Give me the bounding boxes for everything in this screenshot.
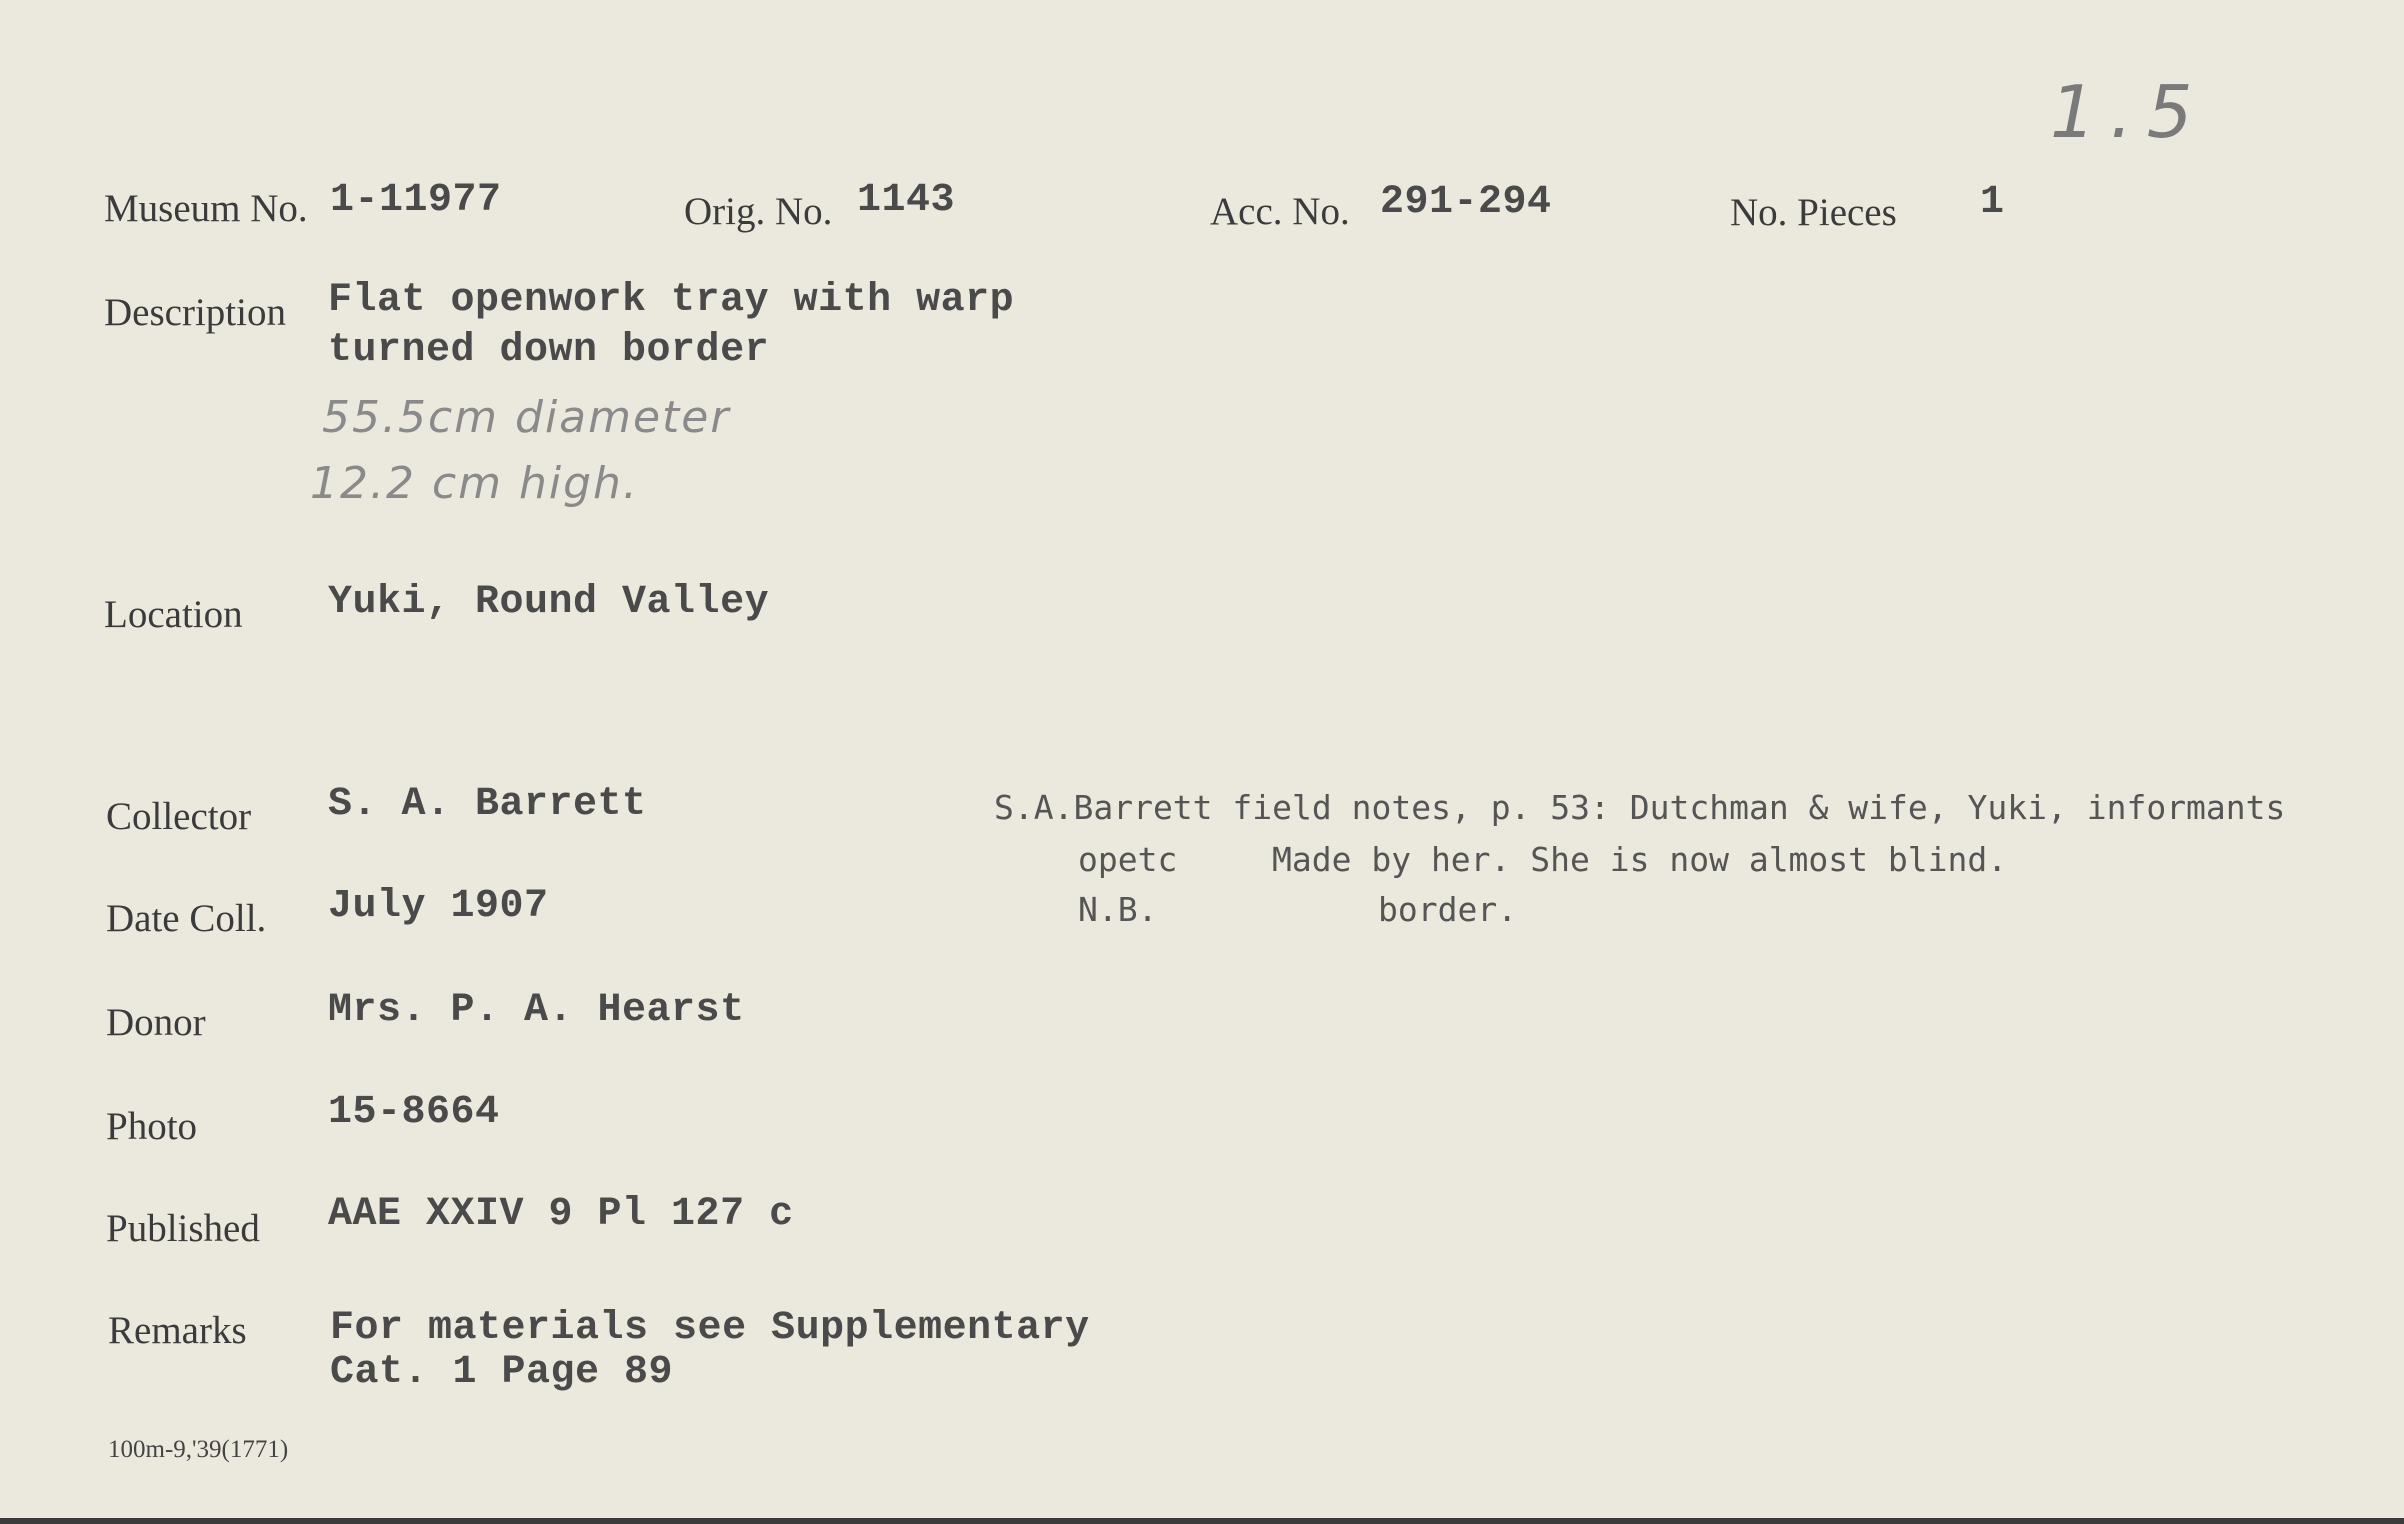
location-label: Location	[104, 593, 243, 636]
remarks-line-2: Cat. 1 Page 89	[330, 1350, 674, 1395]
orig-no-label: Orig. No.	[684, 190, 833, 233]
remarks-label: Remarks	[108, 1309, 247, 1352]
corner-handwritten-mark: 1.5	[2050, 70, 2207, 154]
collector-value: S. A. Barrett	[328, 782, 647, 827]
donor-label: Donor	[106, 1001, 206, 1044]
field-notes-line-3b: border.	[1378, 890, 1518, 929]
description-line-1: Flat openwork tray with warp	[328, 278, 1015, 323]
field-notes-line-1: S.A.Barrett field notes, p. 53: Dutchman & wife, Yuki, informants	[994, 788, 2286, 827]
field-notes-line-2a: opetc	[1078, 840, 1178, 879]
location-value: Yuki, Round Valley	[328, 580, 770, 625]
collector-label: Collector	[106, 795, 252, 838]
published-label: Published	[106, 1207, 260, 1250]
description-handwritten-2: 12.2 cm high.	[310, 458, 639, 509]
acc-no-value: 291-294	[1380, 180, 1552, 225]
remarks-line-1: For materials see Supplementary	[330, 1306, 1090, 1351]
no-pieces-label: No. Pieces	[1730, 191, 1897, 234]
card-bottom-edge	[0, 1518, 2404, 1524]
description-label: Description	[104, 291, 286, 334]
description-handwritten-1: 55.5cm diameter	[322, 392, 731, 443]
description-line-2: turned down border	[328, 328, 770, 373]
field-notes-line-2b: Made by her. She is now almost blind.	[1272, 840, 2008, 879]
acc-no-label: Acc. No.	[1210, 190, 1350, 233]
date-coll-label: Date Coll.	[106, 897, 267, 940]
orig-no-value: 1143	[857, 178, 956, 223]
form-print-code: 100m-9,'39(1771)	[108, 1436, 289, 1463]
museum-no-label: Museum No.	[104, 187, 308, 230]
donor-value: Mrs. P. A. Hearst	[328, 988, 745, 1033]
field-notes-line-3a: N.B.	[1078, 890, 1158, 929]
published-value: AAE XXIV 9 Pl 127 c	[328, 1192, 794, 1237]
photo-value: 15-8664	[328, 1090, 500, 1135]
no-pieces-value: 1	[1980, 180, 2005, 225]
photo-label: Photo	[106, 1105, 198, 1148]
date-coll-value: July 1907	[328, 884, 549, 929]
museum-no-value: 1-11977	[330, 178, 502, 223]
